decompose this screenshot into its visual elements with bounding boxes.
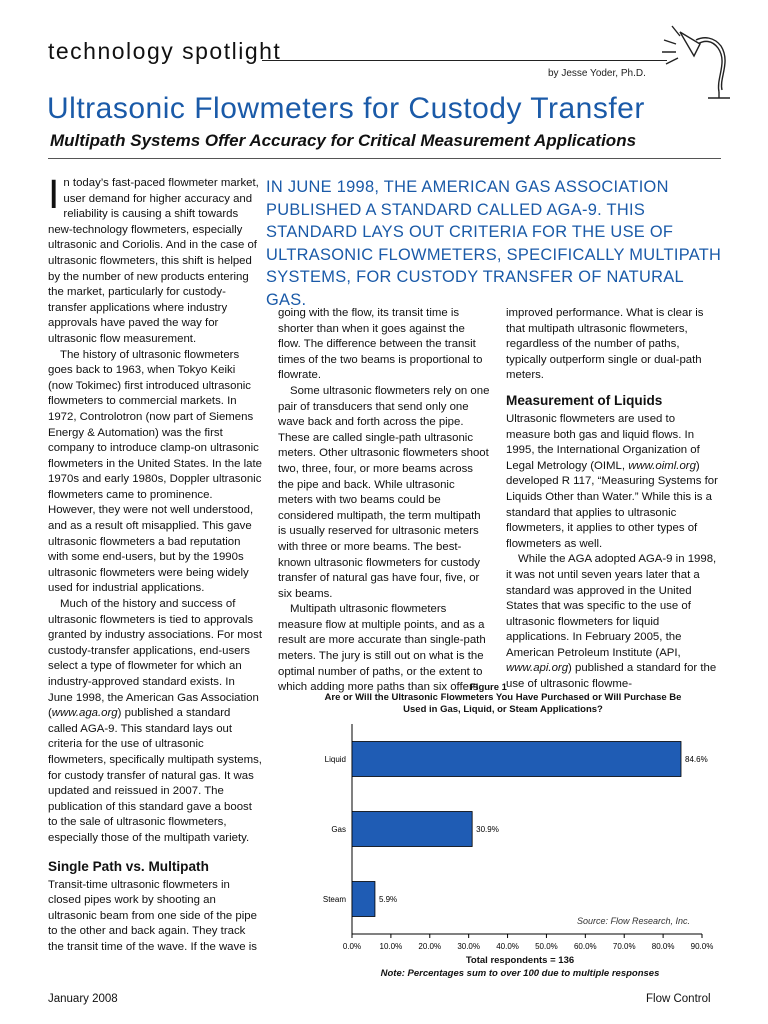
article-title: Ultrasonic Flowmeters for Custody Transfer [47,92,645,125]
x-tick-label: 40.0% [496,942,519,951]
x-tick-label: 50.0% [535,942,558,951]
category-label-gas: Gas [331,825,346,834]
drop-cap: I [48,171,60,217]
paragraph-flow: going with the flow, its transit time is shorter than when it goes against the flow. The difference between the transit times of the two beams is proportional to flowrate. [278,307,483,382]
x-tick-label: 30.0% [457,942,481,951]
bar-liquid [352,742,681,777]
section-heading-single-path: Single Path vs. Multipath [48,858,209,874]
series-name: technology spotlight [48,38,282,64]
paragraph-performance: improved performance. What is clear is that multipath ultrasonic flowmeters, regardless of the number of paths, typically outperform single or dual-path meters. [506,307,704,382]
paragraph-single-path: Some ultrasonic flowmeters rely on one pair of transducers that send only one wave back and forth across the pipe. These are called single-path ultrasonic meters. Other ultrasonic flowmeters shoot two, three, four, or more beams across the pipe and back. While ultrasonic meters with two beams could be considered multipath, the term multipath is usually reserved for ultrasonic meters with three or more beams. The best-known ultrasonic flowmeters for custody transfer of natural gas have four, five, or six beams. [278,384,490,600]
paragraph-transit-time: Transit-time ultrasonic flowmeters in closed pipes work by shooting an ultrasonic beam from one side of the pipe to the other and back again. They track the transit time of the wave. If the wave is [48,878,257,953]
pull-quote: IN JUNE 1998, THE AMERICAN GAS ASSOCIATION PUBLISHED A STANDARD CALLED AGA-9. THIS STANDARD LAYS OUT CRITERIA FOR THE USE OF ULTRASONIC FLOWMETERS, SPECIFICALLY MULTIPATH SYSTEMS, FOR CUSTODY TRANSFER OF NATURAL GAS. [266,178,722,309]
x-tick-label: 80.0% [651,942,675,951]
link-oiml[interactable]: www.oiml.org [628,459,696,472]
series-rule [262,60,667,61]
footer-publication: Flow Control [646,993,711,1005]
lamp-icon [656,18,736,100]
category-label-liquid: Liquid [324,755,346,764]
paragraph-approvals: Much of the history and success of ultrasonic flowmeters is tied to approvals granted by industry associations. For most custody-transfer applications, end-users select a type of flowmeter for which an industry-approved standard exists. In June 1998, the American Gas Association (www.aga.org) published a standard called AGA-9. This standard lays out criteria for the use of ultrasonic flowmeters, specifically multipath systems, for custody transfer of natural gas. It was updated and reissued in 2007. The publication of this standard gave a boost to the sale of ultrasonic flowmeters, especially those of the multipath variety. [48,598,262,844]
paragraph-oiml: Ultrasonic flowmeters are used to measure both gas and liquid flows. In 1995, the International Organization of Legal Metrology (OIML, www.oiml.org) developed R 117, “Measuring Systems for Liquids Other than Water.” While this is a standard that applies to ultrasonic flowmeters, it applies to other types of flowmeters as well. [506,412,718,550]
value-label-gas: 30.9% [476,825,499,834]
article-column-2 [278,306,490,696]
value-label-liquid: 84.6% [685,755,708,764]
figure-note: Note: Percentages sum to over 100 due to multiple responses [380,968,660,979]
x-tick-label: 70.0% [612,942,636,951]
article-column-3 [506,306,722,693]
bar-gas [352,812,472,847]
footer-date: January 2008 [48,993,118,1005]
figure-source: Source: Flow Research, Inc. [576,916,690,926]
x-tick-label: 0.0% [342,942,362,951]
section-heading-liquids: Measurement of Liquids [506,392,663,408]
article-subtitle: Multipath Systems Offer Accuracy for Critical Measurement Applications [50,131,637,150]
value-label-steam: 5.9% [378,895,398,904]
figure-title: Are or Will the Ultrasonic Flowmeters You Have Purchased or Will Purchase Be Used in Gas, Liquid, or Steam Applications? [324,692,682,715]
byline: by Jesse Yoder, Ph.D. [548,68,646,79]
link-api[interactable]: www.api.org [506,662,569,675]
paragraph-intro: In today’s fast-paced flowmeter market, user demand for higher accuracy and reliability is causing a shift towards new-technology flowmeters, especially ultrasonic and Coriolis. And in the case of ultrasonic flowmeters, this shift is helped by the number of new products entering the market, particularly for custody-transfer applications where industry approvals have paved the way for ultrasonic flow measurement. [48,171,259,345]
article-column-1 [48,171,263,956]
figure-label: Figure 1 [470,682,507,693]
x-tick-label: 60.0% [573,942,597,951]
link-aga[interactable]: www.aga.org [51,707,118,720]
paragraph-history: The history of ultrasonic flowmeters goes back to 1963, when Tokyo Keiki (now Tokimec) first introduced ultrasonic flowmeters to commercial markets. In 1972, Controlotron (now part of Siemens Energy & Automation) was the first company to introduce clamp-on ultrasonic flowmeters in the United States. In the late 1970s and early 1980s, Doppler ultrasonic flowmeters came to prominence. However, they were not well understood, and as a result oft misapplied. This gave ultrasonic flowmeters a bad reputation with some end-users, but by the 1990s ultrasonic flowmeters were being widely used for industrial applications. [48,348,263,595]
paragraph-api: While the AGA adopted AGA-9 in 1998, it was not until seven years later that a standard was approved in the United States that was specific to the use of ultrasonic flowmeters for liquid applications. In February 2005, the American Petroleum Institute (API, www.api.org) published a standard for the use of ultrasonic flowme- [506,553,717,691]
header-divider [48,158,721,159]
paragraph-multipath: Multipath ultrasonic flowmeters measure flow at multiple points, and as a result are more accurate than single-path meters. The jury is still out on what is the optimal number of paths, or the extent to which adding more paths than six offers [278,603,486,694]
x-tick-label: 90.0% [690,942,714,951]
category-label-steam: Steam [322,895,346,904]
x-tick-label: 10.0% [379,942,403,951]
bar-chart [300,722,714,952]
figure-total-respondents: Total respondents = 136 [465,955,575,966]
bar-steam [352,882,375,917]
x-tick-label: 20.0% [418,942,442,951]
